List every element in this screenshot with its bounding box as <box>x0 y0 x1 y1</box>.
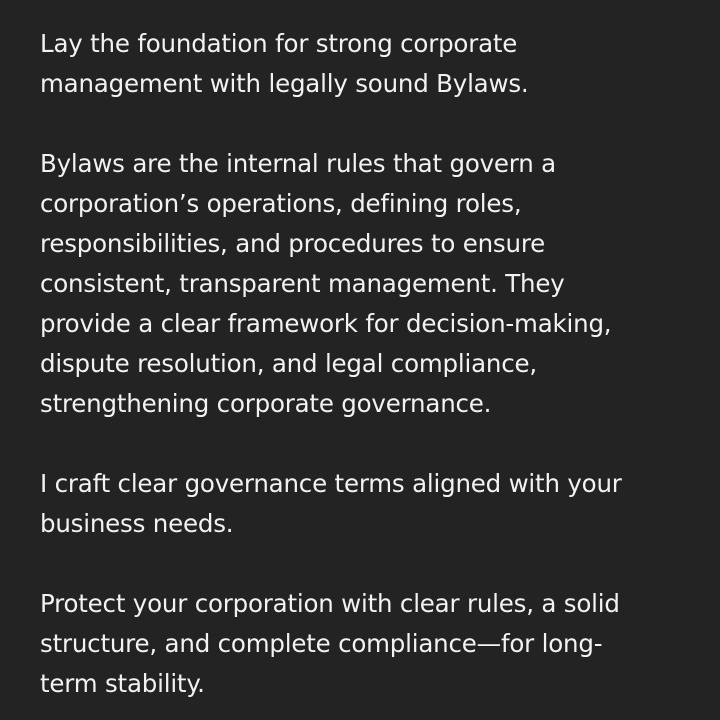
text-line: consistent, transparent management. They <box>40 269 565 298</box>
text-line: provide a clear framework for decision-making, <box>40 309 612 338</box>
text-line: responsibilities, and procedures to ensure <box>40 229 546 258</box>
text-line: strengthening corporate governance. <box>40 389 492 418</box>
intro-paragraph <box>40 24 686 104</box>
text-line: Protect your corporation with clear rules, a solid <box>40 589 620 618</box>
text-line: business needs. <box>40 509 234 538</box>
text-line: dispute resolution, and legal compliance, <box>40 349 537 378</box>
text-line: I craft clear governance terms aligned with your <box>40 469 622 498</box>
text-line: Lay the foundation for strong corporate <box>40 29 518 58</box>
definition-paragraph <box>40 144 686 424</box>
text-line: structure, and complete compliance—for long- <box>40 629 603 658</box>
text-line: corporation’s operations, defining roles, <box>40 189 522 218</box>
service-paragraph <box>40 464 686 544</box>
text-line: term stability. <box>40 669 205 698</box>
text-line: Bylaws are the internal rules that govern a <box>40 149 556 178</box>
text-line: management with legally sound Bylaws. <box>40 69 529 98</box>
document-text <box>40 24 686 704</box>
closing-paragraph <box>40 584 686 704</box>
